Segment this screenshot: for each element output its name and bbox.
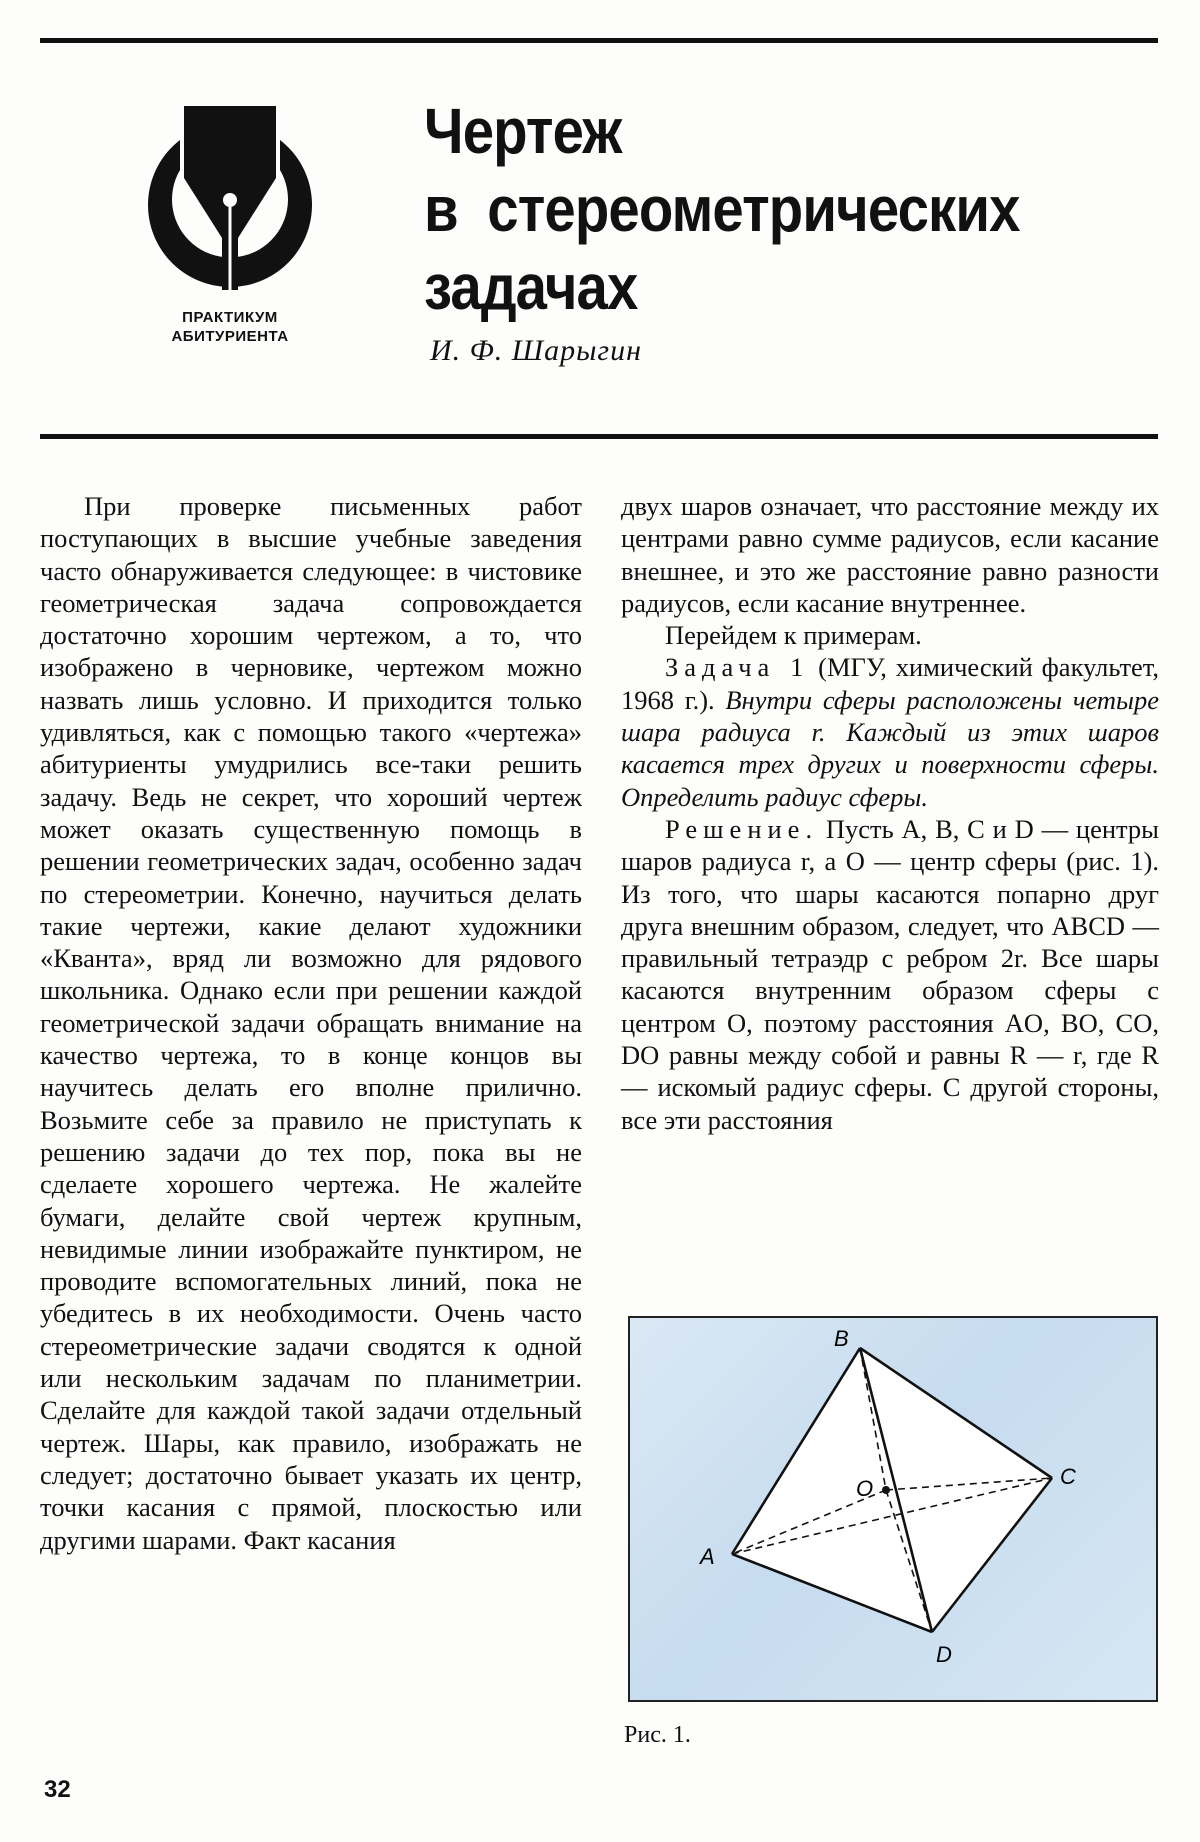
center-label-o: O: [856, 1476, 874, 1501]
intro-paragraph: При проверке письменных работ поступающих в высшие учебные заведения часто обнаруживается следующее: в чистовике геометрическая задача сопровождается достаточно хорошим чертежом, а то, что изображено в черновике, чертежом можно назвать лишь условно. И приходится только удивляться, как с помощью такого «чертежа» абитуриенты умудрились все-таки решить задачу. Ведь не секрет, что хороший чертеж может оказать существенную помощь в решении геометрических задач, особенно задач по стереометрии. Конечно, научиться делать такие чертежи, какие делают художники «Кванта», вряд ли возможно для рядового школьника. Однако если при решении каждой геометрической задачи обращать внимание на качество чертежа, то в конце концов вы научитесь делать его вполне прилично. Возьмите себе за правило не приступать к решению задачи до тех пор, пока вы не сделаете хорошего чертежа. Не жалейте бумаги, делайте свой чертеж крупным, невидимые линии изображайте пунктиром, не проводите вспомогательных линий, пока не убедитесь в их необходимости. Очень часто стереометрические задачи сводятся к одной или нескольким задачам по планиметрии. Сделайте для каждой такой задачи отдельный чертеж. Шары, как правило, изображать не следует; достаточно бывает указать их центр, точки касания с прямой, плоскостью или другими шарами. Факт касания: [40, 491, 582, 1555]
vertex-label-c: C: [1060, 1464, 1076, 1489]
task-statement: Внутри сферы расположены четыре шара радиуса r. Каждый из этих шаров касается трех других и поверхности сферы. Определить радиус сферы.: [621, 684, 1159, 812]
solution-text: Пусть A, B, C и D — центры шаров радиуса r, а O — центр сферы (рис. 1). Из того, что шары касаются попарно друг друга внешним образом, следует, что ABCD — правильный тетраэдр с ребром 2r. Все шары касаются внутренним образом сферы с центром O, поэтому расстояния AO, BO, CO, DO равны между собой и равны R — r, где R — искомый радиус сферы. С другой стороны, все эти расстояния: [621, 813, 1159, 1135]
tetrahedron-figure: [628, 1316, 1158, 1702]
top-rule: [40, 38, 1158, 43]
solution-label: Решение.: [665, 813, 819, 844]
paragraph-examples: Перейдем к примерам.: [665, 620, 922, 651]
title-line-2: в стереометрических: [424, 173, 1020, 245]
task-label: Задача 1: [665, 652, 810, 683]
section-logo: [135, 100, 325, 360]
logo-caption: ПРАКТИКУМ АБИТУРИЕНТА: [171, 309, 289, 345]
right-column: [621, 490, 1159, 1136]
figure-caption: Рис. 1.: [624, 1722, 691, 1748]
solution-paragraph: [621, 813, 1159, 1136]
vertex-label-b: B: [834, 1326, 849, 1351]
page-number: 32: [44, 1776, 71, 1803]
left-column: [40, 490, 582, 1556]
task-source: (МГУ, химический факультет, 1968 г.).: [621, 652, 1160, 715]
header-bottom-rule: [40, 434, 1158, 439]
title-line-1: Чертеж: [424, 95, 622, 167]
article-title: [424, 92, 1058, 326]
pen-nib-icon: [140, 100, 320, 300]
vertex-label-a: A: [700, 1544, 715, 1569]
paragraph-tangency: двух шаров означает, что расстояние между их центрами равно сумме радиусов, если касание внешнее, и это же расстояние равно разности радиусов, если касание внутреннее.: [621, 491, 1159, 618]
task-1-paragraph: [621, 651, 1159, 812]
author-name: И. Ф. Шарыгин: [430, 334, 642, 367]
tetrahedron-drawing: [630, 1318, 1156, 1700]
vertex-label-d: D: [936, 1642, 952, 1667]
title-line-3: задачах: [424, 251, 638, 323]
